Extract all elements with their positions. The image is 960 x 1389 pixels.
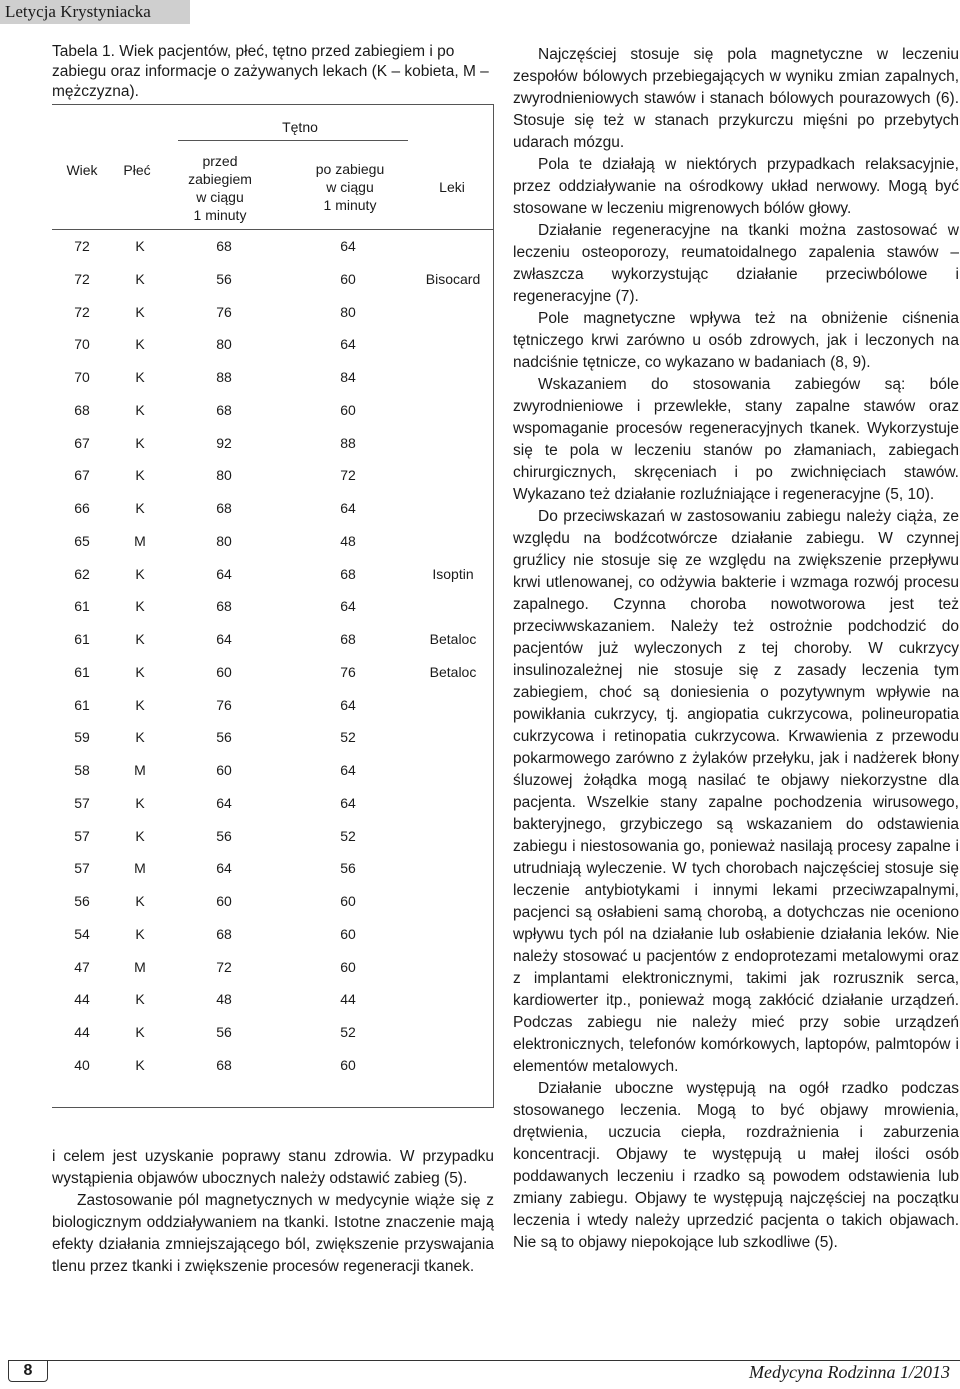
- cell-age: 68: [74, 401, 90, 418]
- table-caption: Tabela 1. Wiek pacjentów, płeć, tętno przed zabiegiem i po zabiegu oraz informacje o zażywanych lekach (K – kobieta, M – mężczyzna).: [52, 43, 489, 100]
- cell-pulse-after: 64: [340, 794, 356, 811]
- cell-pulse-after: 88: [340, 434, 356, 451]
- cell-age: 56: [74, 893, 90, 909]
- cell-pulse-before: 68: [216, 1056, 232, 1073]
- cell-sex: M: [134, 762, 146, 778]
- table-row: [52, 532, 494, 565]
- cell-pulse-before: 56: [216, 270, 232, 287]
- header-pulse-before: przed zabiegiem w ciągu 1 minuty: [188, 153, 252, 223]
- table-row: [52, 434, 494, 467]
- table-row: [52, 401, 494, 434]
- cell-pulse-after: 60: [340, 401, 356, 418]
- cell-pulse-after: 60: [340, 893, 356, 909]
- cell-age: 61: [74, 663, 90, 680]
- cell-pulse-before: 76: [216, 303, 232, 320]
- right-paragraph: Pole magnetyczne wpływa też na obniżenie ciśnenia tętniczego krwi zarówno u osób zdrowych, jak i leczonych na nadciśnie tętnicze, co wykazano w badaniach (8, 9).: [513, 310, 959, 371]
- cell-sex: K: [135, 401, 145, 418]
- cell-pulse-after: 60: [340, 270, 356, 287]
- cell-age: 57: [74, 794, 90, 811]
- cell-meds: Betaloc: [429, 631, 477, 647]
- cell-pulse-after: 80: [340, 303, 356, 320]
- table-row: [52, 270, 494, 303]
- cell-sex: K: [135, 598, 145, 615]
- cell-pulse-after: 72: [340, 467, 356, 484]
- table-row: [52, 663, 494, 696]
- table-row: [52, 892, 494, 925]
- cell-sex: K: [135, 270, 145, 287]
- table-row: [52, 565, 494, 598]
- cell-pulse-before: 80: [216, 336, 232, 353]
- table-row: [52, 335, 494, 368]
- cell-pulse-before: 68: [216, 500, 232, 516]
- cell-age: 47: [74, 958, 90, 975]
- table-row: [52, 859, 494, 892]
- table-row: [52, 1056, 494, 1089]
- cell-sex: M: [134, 958, 146, 975]
- cell-age: 72: [74, 270, 90, 287]
- cell-sex: K: [135, 467, 145, 484]
- cell-age: 44: [74, 991, 90, 1008]
- cell-age: 70: [74, 336, 90, 353]
- right-column-text: [513, 44, 959, 1254]
- right-paragraph: Działanie regeneracyjne na tkanki można zastosować w leczeniu osteoporozy, reumatoidalnego zapalenia stawów – zwłaszcza wykorzystując działanie przeciwbólowe i regeneracyjne (7).: [513, 222, 959, 305]
- table-row: [52, 990, 494, 1023]
- table-row: [52, 499, 494, 532]
- header-rule: [52, 229, 494, 230]
- table-row: [52, 597, 494, 630]
- table-row: [52, 303, 494, 336]
- cell-sex: K: [135, 303, 145, 320]
- cell-age: 65: [74, 532, 90, 549]
- table-row: [52, 1023, 494, 1056]
- cell-pulse-before: 64: [216, 794, 232, 811]
- cell-pulse-before: 60: [216, 762, 232, 778]
- cell-pulse-after: 60: [340, 958, 356, 975]
- cell-pulse-after: 76: [340, 663, 356, 680]
- cell-pulse-after: 48: [340, 532, 356, 549]
- header-pulse-rule: [178, 140, 408, 141]
- page-number: 8: [8, 1360, 48, 1382]
- cell-age: 72: [74, 238, 90, 254]
- cell-pulse-after: 64: [340, 500, 356, 516]
- cell-sex: K: [135, 925, 145, 942]
- cell-meds: Bisocard: [425, 270, 481, 287]
- cell-pulse-before: 56: [216, 1024, 232, 1040]
- cell-pulse-before: 56: [216, 729, 232, 746]
- left-paragraph: Zastosowanie pól magnetycznych w medycynie wiąże się z biologicznym oddziaływaniem na tkanki. Istotne znaczenie mają efekty działania zmniejszającego ból, zwiększenie przyswajania tlenu przez tkanki i zwiększenie procesów regeneracji tkanek.: [52, 1192, 494, 1275]
- cell-pulse-before: 68: [216, 925, 232, 942]
- cell-sex: K: [135, 1056, 145, 1073]
- header-meds: Leki: [439, 179, 465, 195]
- cell-pulse-before: 64: [216, 860, 232, 877]
- table-row: [52, 696, 494, 729]
- left-column-text: [52, 1146, 494, 1278]
- cell-pulse-after: 64: [340, 762, 356, 778]
- cell-sex: K: [135, 238, 145, 254]
- cell-age: 67: [74, 467, 90, 484]
- cell-pulse-after: 64: [340, 696, 356, 713]
- cell-sex: K: [135, 336, 145, 353]
- cell-pulse-after: 84: [340, 369, 356, 385]
- cell-sex: K: [135, 696, 145, 713]
- header-sex: Płeć: [123, 162, 151, 178]
- cell-sex: K: [135, 893, 145, 909]
- cell-age: 66: [74, 500, 90, 516]
- cell-pulse-after: 60: [340, 1056, 356, 1073]
- cell-pulse-after: 52: [340, 1024, 356, 1040]
- cell-age: 54: [74, 925, 90, 942]
- cell-sex: M: [134, 532, 146, 549]
- cell-meds: Betaloc: [429, 663, 477, 680]
- table-row: [52, 827, 494, 860]
- table-row: [52, 761, 494, 794]
- cell-pulse-before: 80: [216, 532, 232, 549]
- table-row: [52, 925, 494, 958]
- cell-pulse-before: 60: [216, 663, 232, 680]
- cell-age: 57: [74, 860, 90, 877]
- right-paragraph: Najczęściej stosuje się pola magnetyczne w leczeniu zespołów bólowych przebiegających w wyniku zmian zapalnych, zwyrodnieniowych stawów i stanach bólowych pourazowych (6). Stosuje się też w stanach przykurczu mięśni po przebytych udarach mózgu.: [513, 46, 959, 151]
- cell-sex: K: [135, 729, 145, 746]
- cell-pulse-after: 68: [340, 565, 356, 582]
- cell-sex: K: [135, 369, 145, 385]
- table-row: [52, 794, 494, 827]
- cell-sex: K: [135, 565, 145, 582]
- cell-pulse-before: 80: [216, 467, 232, 484]
- cell-pulse-before: 64: [216, 565, 232, 582]
- left-paragraph: i celem jest uzyskanie poprawy stanu zdrowia. W przypadku wystąpienia objawów ubocznych należy odstawić zabieg (5).: [52, 1148, 494, 1187]
- cell-pulse-before: 88: [216, 369, 232, 385]
- cell-pulse-before: 56: [216, 827, 232, 844]
- cell-sex: K: [135, 434, 145, 451]
- cell-sex: K: [135, 631, 145, 647]
- cell-pulse-after: 64: [340, 336, 356, 353]
- table-caption-block: [52, 42, 494, 102]
- cell-pulse-after: 68: [340, 631, 356, 647]
- cell-sex: K: [135, 663, 145, 680]
- cell-pulse-before: 76: [216, 696, 232, 713]
- cell-age: 67: [74, 434, 90, 451]
- cell-age: 61: [74, 631, 90, 647]
- cell-age: 57: [74, 827, 90, 844]
- cell-pulse-before: 68: [216, 401, 232, 418]
- header-pulse-after: po zabiegu w ciągu 1 minuty: [315, 161, 385, 213]
- cell-sex: K: [135, 794, 145, 811]
- cell-age: 61: [74, 598, 90, 615]
- cell-meds: Isoptin: [432, 565, 474, 582]
- right-paragraph: Do przeciwskazań w zastosowaniu zabiegu należy ciąża, ze względu na bodźcotwórcze działanie zabiegu. W czynnej gruźlicy nie stosuje się ze względu na zwiększenie przepływu krwi utlenowanej, co odżywia bakterie i wzmaga rozwój procesu zapalnego. Czynna choroba nowotworowa jest też przeciwwskazaniem. Należy też ostrożnie podchodzić do pacjentów już wyleczonych z tej choroby. W cukrzycy insulinozależnej nie stosuje się z zasady leczenia tym zabiegiem, choć są doniesienia o pozytywnym wpływie na powikłania cukrzycy, tj. angiopatia cukrzycowa, polineuropatia cukrzycowa i retinopatia cukrzycowa. Krwawienia z przewodu pokarmowego zarówno z żylaków przełyku, jak i nadżerek błony śluzowej żołądka mogą nasilać te objawy niekorzystne dla pacjenta. Wszelkie stany zapalne pochodzenia wirusowego, bakteryjnego, grzybiczego są wskazaniem do odstawienia zabiegu i niestosowania go, ponieważ nasilają procesy zapalne i utrudniają wyleczenie. W tych chorobach najczęściej stosuje się leczenie antybiotykami i innymi lekami przeciwzapalnymi, pacjenci są osłabieni samą chorobą, a dotychczas nie oceniono wpływu tych pól na działanie lub osłabienie działania leków. Nie należy stosować u pacjentów z endoprotezami metalowymi oraz z implantami elektronicznymi, takimi jak rozrusznik serca, kardiowerter itp., ponieważ mogą zakłócić działanie urządzeń. Podczas zabiegu nie należy mieć przy sobie urządzeń elektronicznych, telefonów komórkowych, laptopów, palmtopów i elementów metalowych.: [513, 508, 959, 1075]
- cell-pulse-before: 68: [216, 598, 232, 615]
- cell-pulse-after: 64: [340, 238, 356, 254]
- right-paragraph: Pola te działają w niektórych przypadkach relaksacyjnie, przez oddziaływanie na ośrodkowy układ nerwowy. Mogą być stosowane w leczeniu migrenowych bólów głowy.: [513, 156, 959, 217]
- cell-pulse-after: 52: [340, 729, 356, 746]
- table-row: [52, 958, 494, 991]
- table-row: [52, 630, 494, 663]
- cell-sex: K: [135, 991, 145, 1008]
- right-paragraph: Działanie uboczne występują na ogół rzadko podczas stosowanego leczenia. Mogą to być objawy mrowienia, drętwienia, uczucia ciepła, rozdrażnienia i zaburzenia koncentracji. Objawy te występują u małej ilości osób poddawanych leczeniu i rzadko są powodem odstawienia lub zmiany zabiegu. Objawy te występują najczęściej na początku leczenia i wtedy należy uprzedzić pacjenta o takich objawach. Nie są to objawy niepokojące lub szkodliwe (5).: [513, 1080, 959, 1251]
- cell-sex: K: [135, 500, 145, 516]
- cell-sex: M: [134, 860, 146, 877]
- cell-pulse-before: 48: [216, 991, 232, 1008]
- cell-pulse-before: 64: [216, 631, 232, 647]
- cell-pulse-after: 64: [340, 598, 356, 615]
- cell-pulse-before: 72: [216, 958, 232, 975]
- right-paragraph: Wskazaniem do stosowania zabiegów są: bóle zwyrodnieniowe i przewlekłe, stany zapalne stawów oraz wspomaganie procesów regeneracyjnych tkanek. Wykorzystuje się te pola w leczeniu stanów po złamaniach, zabiegach chirurgicznych, skręceniach i po zwichnięciach stawów. Wykazano też działanie rozluźniające i regeneracyjne (5, 10).: [513, 376, 959, 503]
- table-row: [52, 237, 494, 270]
- journal-name: Medycyna Rodzinna 1/2013: [749, 1362, 950, 1382]
- cell-age: 58: [74, 762, 90, 778]
- cell-age: 62: [74, 565, 90, 582]
- running-head: Letycja Krystyniacka: [0, 0, 190, 24]
- cell-age: 40: [74, 1056, 90, 1073]
- cell-age: 44: [74, 1024, 90, 1040]
- table-row: [52, 466, 494, 499]
- cell-age: 72: [74, 303, 90, 320]
- cell-age: 59: [74, 729, 90, 746]
- cell-age: 70: [74, 369, 90, 385]
- cell-pulse-before: 60: [216, 893, 232, 909]
- cell-pulse-before: 92: [216, 434, 232, 451]
- cell-pulse-after: 56: [340, 860, 356, 877]
- cell-pulse-before: 68: [216, 238, 232, 254]
- table-row: [52, 368, 494, 401]
- footer-rule: [8, 1360, 960, 1361]
- cell-sex: K: [135, 827, 145, 844]
- cell-pulse-after: 44: [340, 991, 356, 1008]
- header-age: Wiek: [66, 162, 98, 178]
- table-row: [52, 728, 494, 761]
- cell-pulse-after: 52: [340, 827, 356, 844]
- cell-sex: K: [135, 1024, 145, 1040]
- cell-pulse-after: 60: [340, 925, 356, 942]
- cell-age: 61: [74, 696, 90, 713]
- header-pulse: Tętno: [282, 119, 318, 135]
